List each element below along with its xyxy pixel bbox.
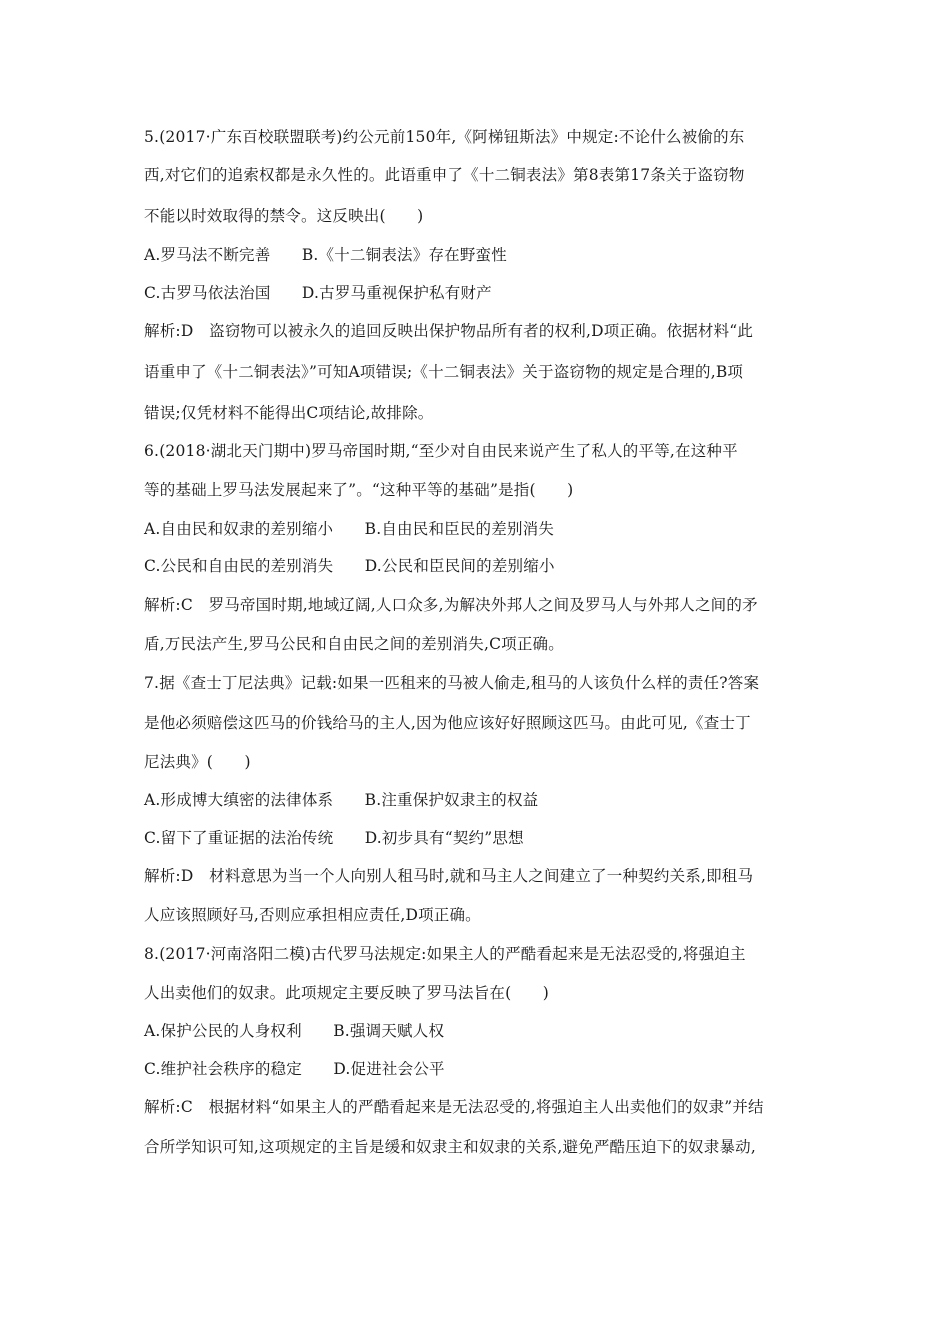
q7-stem-line-3: 尼法典》( ) — [144, 753, 251, 771]
q6-options-cd: C.公民和自由民的差别消失 D.公民和臣民间的差别缩小 — [144, 557, 555, 575]
q8-options-ab: A.保护公民的人身权利 B.强调天赋人权 — [144, 1022, 445, 1040]
q7-analysis-line-1: 解析:D 材料意思为当一个人向别人租马时,就和马主人之间建立了一种契约关系,即租马 — [144, 867, 754, 885]
q7-options-ab: A.形成博大缜密的法律体系 B.注重保护奴隶主的权益 — [144, 791, 539, 809]
q6-analysis-line-2: 盾,万民法产生,罗马公民和自由民之间的差别消失,C项正确。 — [144, 635, 564, 653]
q5-stem-line-3: 不能以时效取得的禁令。这反映出( ) — [144, 207, 424, 225]
q7-stem-line-1: 7.据《查士丁尼法典》记载:如果一匹租来的马被人偷走,租马的人该负什么样的责任?答案 — [144, 674, 760, 692]
q5-stem-line-2: 西,对它们的追索权都是永久性的。此语重申了《十二铜表法》第8表第17条关于盗窃物 — [144, 166, 745, 184]
q5-analysis-line-2: 语重申了《十二铜表法》”可知A项错误;《十二铜表法》关于盗窃物的规定是合理的,B项 — [144, 363, 744, 381]
q7-stem-line-2: 是他必须赔偿这匹马的价钱给马的主人,因为他应该好好照顾这匹马。由此可见,《查士丁 — [144, 714, 751, 732]
q5-options-ab: A.罗马法不断完善 B.《十二铜表法》存在野蛮性 — [144, 246, 507, 264]
q7-options-cd: C.留下了重证据的法治传统 D.初步具有“契约”思想 — [144, 829, 524, 847]
q6-analysis-line-1: 解析:C 罗马帝国时期,地域辽阔,人口众多,为解决外邦人之间及罗马人与外邦人之间的矛 — [144, 596, 758, 614]
q8-stem-line-1: 8.(2017·河南洛阳二模)古代罗马法规定:如果主人的严酷看起来是无法忍受的,将强迫主 — [144, 945, 746, 963]
q5-analysis-line-3: 错误;仅凭材料不能得出C项结论,故排除。 — [144, 404, 434, 422]
q6-stem-line-1: 6.(2018·湖北天门期中)罗马帝国时期,“至少对自由民来说产生了私人的平等,在这种平 — [144, 442, 738, 460]
q8-analysis-line-2: 合所学知识可知,这项规定的主旨是缓和奴隶主和奴隶的关系,避免严酷压迫下的奴隶暴动, — [144, 1138, 756, 1156]
q8-options-cd: C.维护社会秩序的稳定 D.促进社会公平 — [144, 1060, 445, 1078]
q6-stem-line-2: 等的基础上罗马法发展起来了”。“这种平等的基础”是指( ) — [144, 481, 574, 499]
q5-analysis-line-1: 解析:D 盗窃物可以被永久的追回反映出保护物品所有者的权利,D项正确。依据材料“此 — [144, 322, 754, 340]
q5-options-cd: C.古罗马依法治国 D.古罗马重视保护私有财产 — [144, 284, 492, 302]
q5-stem-line-1: 5.(2017·广东百校联盟联考)约公元前150年,《阿梯钮斯法》中规定:不论什么被偷的东 — [144, 128, 745, 146]
q8-analysis-line-1: 解析:C 根据材料“如果主人的严酷看起来是无法忍受的,将强迫主人出卖他们的奴隶”并结 — [144, 1098, 764, 1116]
q6-options-ab: A.自由民和奴隶的差别缩小 B.自由民和臣民的差别消失 — [144, 520, 555, 538]
q8-stem-line-2: 人出卖他们的奴隶。此项规定主要反映了罗马法旨在( ) — [144, 984, 549, 1002]
q7-analysis-line-2: 人应该照顾好马,否则应承担相应责任,D项正确。 — [144, 906, 481, 924]
